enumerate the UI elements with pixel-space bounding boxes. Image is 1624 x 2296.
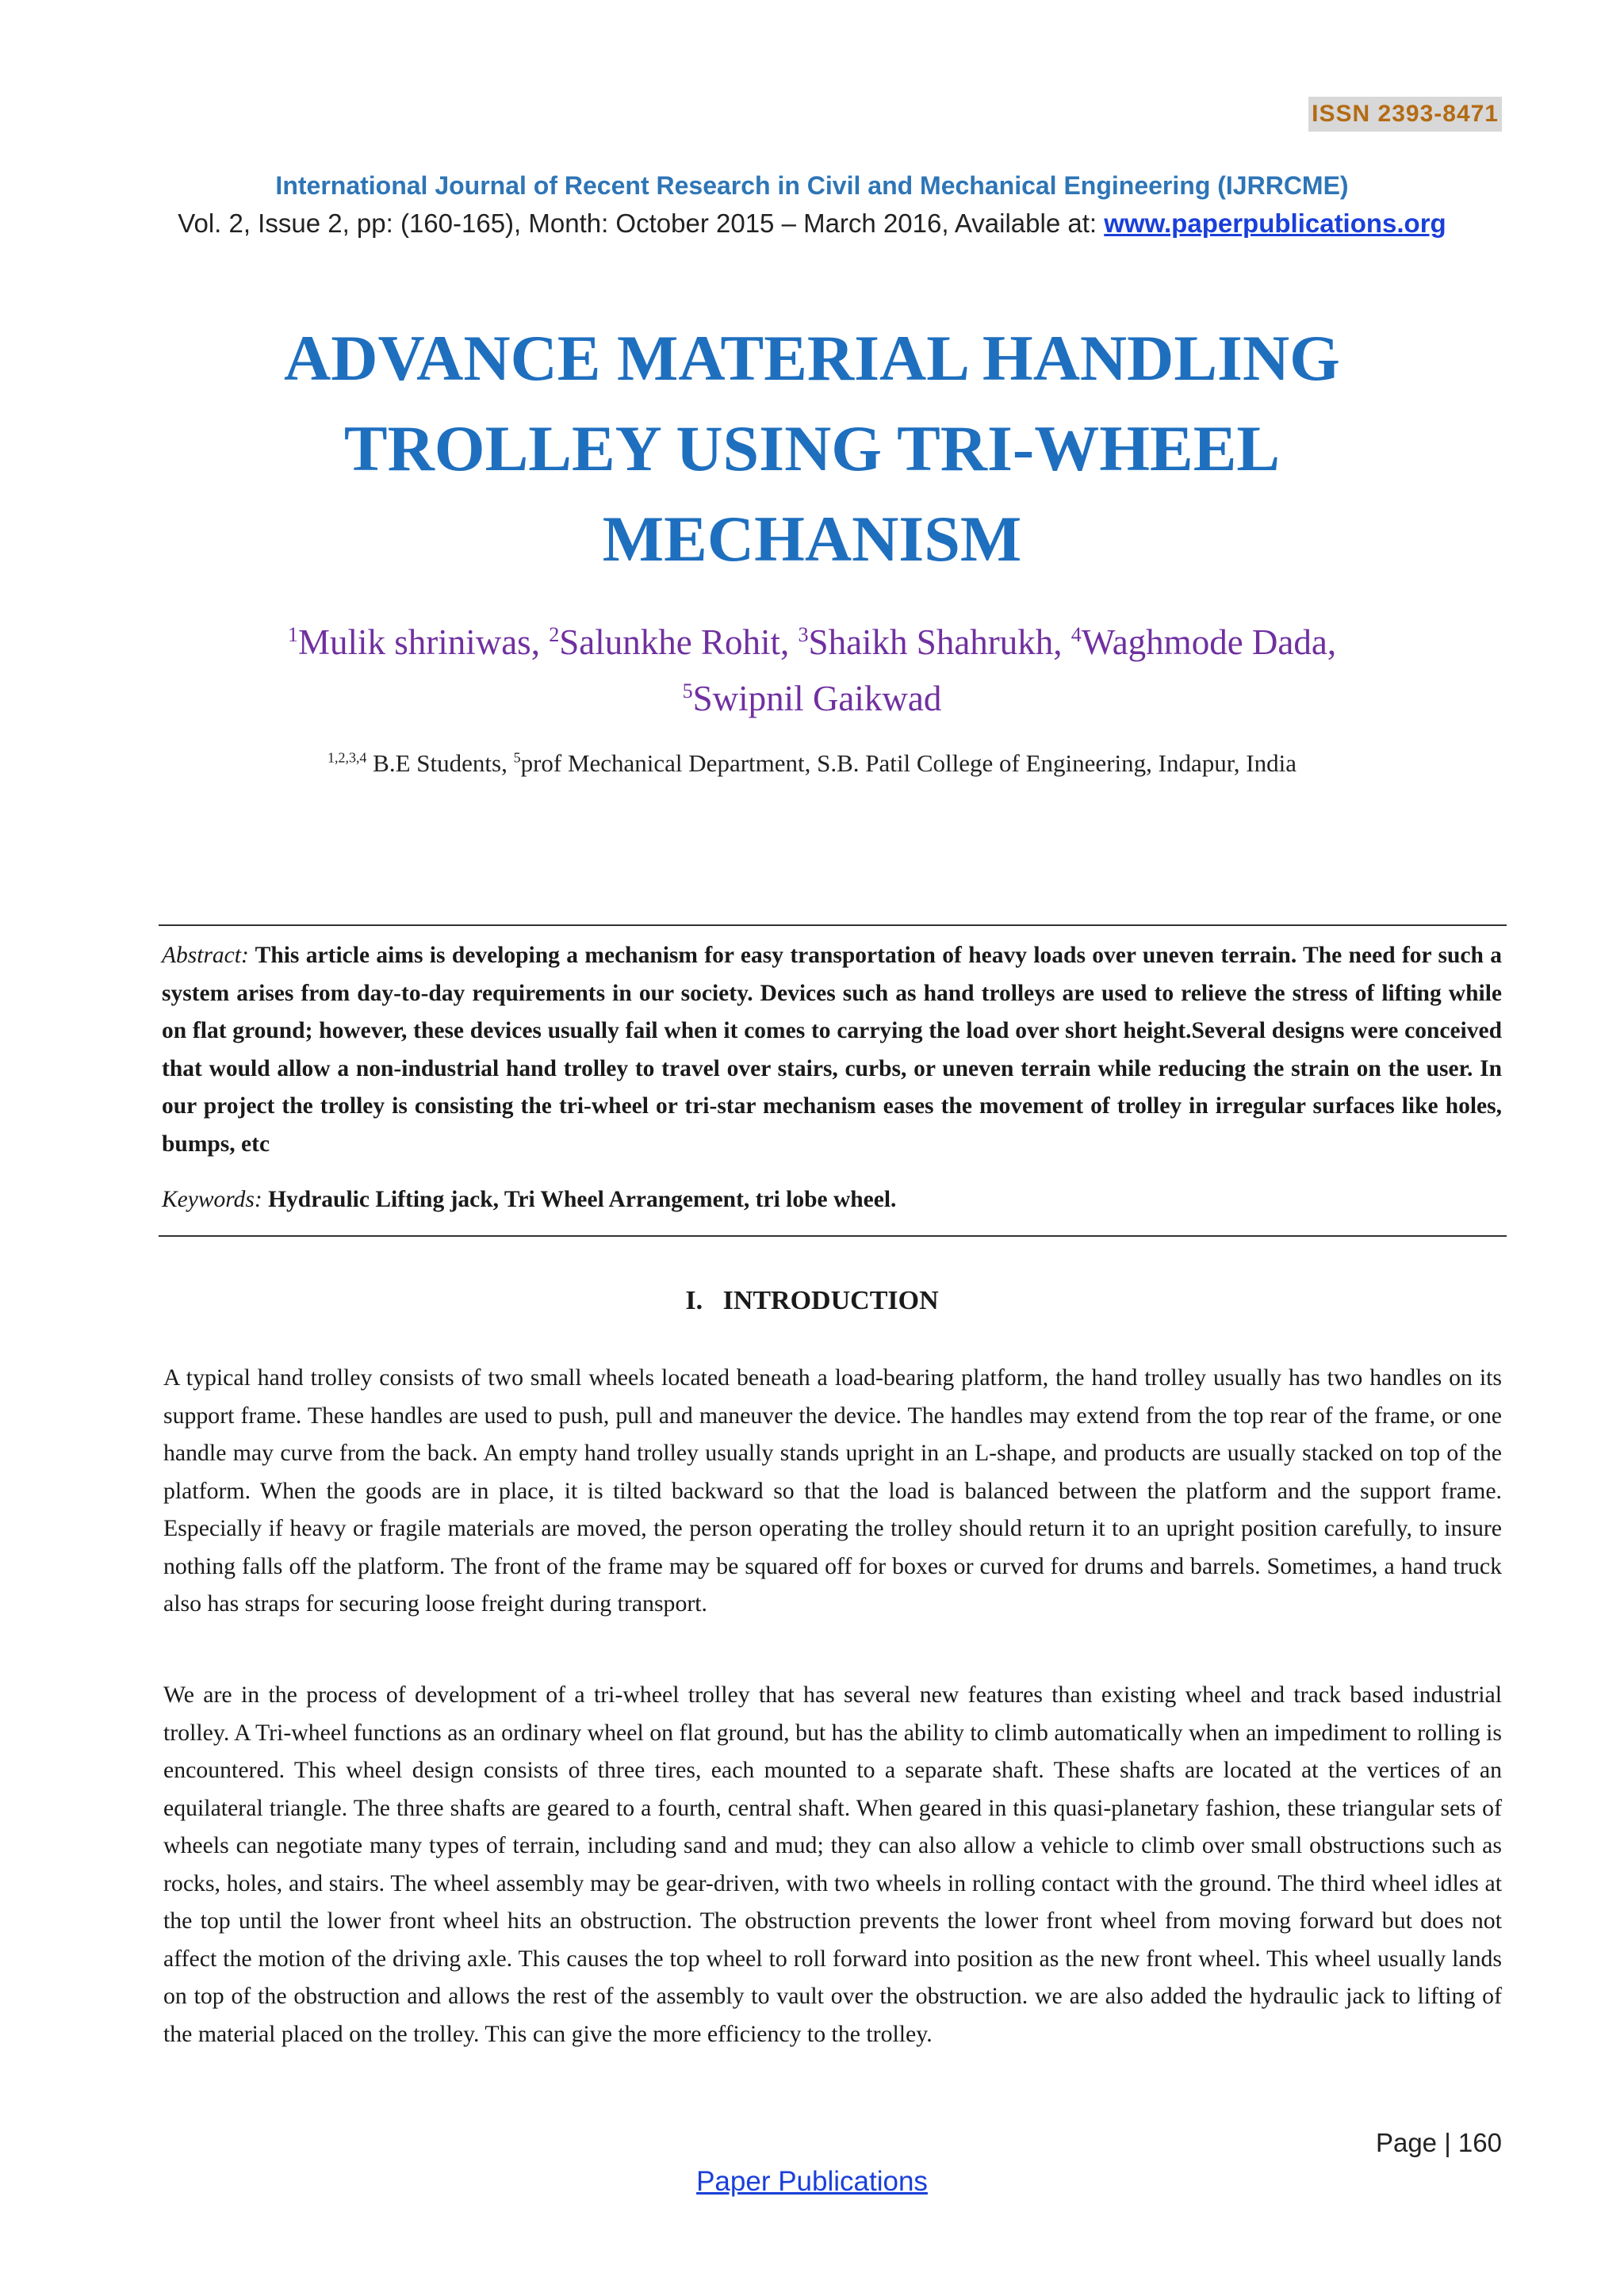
issn-badge: ISSN 2393-8471	[1308, 97, 1502, 132]
journal-website-link[interactable]: www.paperpublications.org	[1104, 209, 1446, 238]
author: $^2$Salunkhe Rohit,	[549, 622, 799, 662]
volume-line	[0, 209, 1624, 239]
journal-name: International Journal of Recent Research in Civil and Mechanical Engineering (IJRRCME)	[275, 171, 1349, 200]
body-paragraph: A typical hand trolley consists of two small wheels located beneath a load-bearing platform, the hand trolley usually has two handles on its support frame. These handles are used to push, pull and maneuver the device. The handles may extend from the top rear of the frame, or one handle may curve from the back. An empty hand trolley usually stands upright in an L-shape, and products are usually stacked on top of the platform. When the goods are in place, it is tilted backward so that the load is balanced between the platform and the support frame. Especially if heavy or fragile materials are moved, the person operating the trolley should return it to an upright position carefully, to insure nothing falls off the platform. The front of the frame may be squared off for boxes or curved for drums and barrels. Sometimes, a hand truck also has straps for securing loose freight during transport.	[163, 1364, 1502, 1617]
page-number: Page | 160	[1375, 2128, 1502, 2157]
abstract-label: Abstract:	[162, 943, 249, 968]
author: $^4$Waghmode Dada,	[1071, 622, 1337, 662]
author-list	[159, 610, 1465, 723]
abstract-text: This article aims is developing a mechanism for easy transportation of heavy loads over uneven terrain. The need for such a system arises from day-to-day requirements in our society. Devices such as hand trolleys are used to relieve the stress of lifting while on flat ground; however, these devices usually fail when it comes to carrying the load over short height.Several designs were conceived that would allow a non-industrial hand trolley to travel over stairs, curbs, or uneven terrain while reducing the strain on the user. In our project the trolley is consisting the tri-wheel or tri-star mechanism eases the movement of trolley in irregular surfaces like holes, bumps, etc	[162, 943, 1503, 1157]
affiliation: $^{1,2,3,4}$ B.E Students, $^5$prof Mechanical Department, S.B. Patil College of Engineering, Indapur, India	[327, 749, 1297, 777]
section-heading	[0, 1286, 1624, 1316]
abstract-bottom-rule	[159, 1235, 1507, 1237]
body-paragraph: We are in the process of development of a tri-wheel trolley that has several new features than existing wheel and track based industrial trolley. A Tri-wheel functions as an ordinary wheel on flat ground, but has the ability to climb automatically when an impediment to rolling is encountered. This wheel design consists of three tires, each mounted to a separate shaft. These shafts are located at the vertices of an equilateral triangle. The three shafts are geared to a fourth, central shaft. When geared in this quasi-planetary fashion, these triangular sets of wheels can negotiate many types of terrain, including sand and mud; they can also allow a vehicle to climb over small obstructions such as rocks, holes, and stairs. The wheel assembly may be gear-driven, with two wheels in rolling contact with the ground. The third wheel idles at the top until the lower front wheel hits an obstruction. The obstruction prevents the lower front wheel from moving forward but does not affect the motion of the driving axle. This causes the top wheel to roll forward into position as the new front wheel. This wheel usually lands on top of the obstruction and allows the rest of the assembly to vault over the obstruction. we are also added the hydraulic jack to lifting of the material placed on the trolley. This can give the more efficiency to the trolley.	[163, 1682, 1502, 2047]
section-number: I.	[685, 1286, 703, 1315]
author: $^3$Shaikh Shahrukh,	[798, 622, 1071, 662]
author: $^1$Mulik shriniwas,	[287, 622, 550, 662]
section-title: INTRODUCTION	[722, 1286, 939, 1315]
paper-title	[159, 313, 1465, 584]
keywords-label: Keywords:	[162, 1187, 262, 1212]
abstract-top-rule	[159, 924, 1507, 926]
title-line-1: ADVANCE MATERIAL HANDLING	[284, 322, 1340, 394]
keywords-text: Hydraulic Lifting jack, Tri Wheel Arrangement, tri lobe wheel.	[268, 1187, 897, 1212]
keywords	[162, 1181, 1502, 1219]
publisher-link[interactable]: Paper Publications	[696, 2166, 928, 2197]
volume-text: Vol. 2, Issue 2, pp: (160-165), Month: October 2015 – March 2016, Available at:	[178, 209, 1105, 238]
title-line-3: MECHANISM	[602, 503, 1022, 575]
footer	[0, 2166, 1624, 2198]
title-line-2: TROLLEY USING TRI-WHEEL	[343, 412, 1281, 484]
abstract	[162, 937, 1502, 1163]
author: $^5$Swipnil Gaikwad	[682, 679, 942, 718]
